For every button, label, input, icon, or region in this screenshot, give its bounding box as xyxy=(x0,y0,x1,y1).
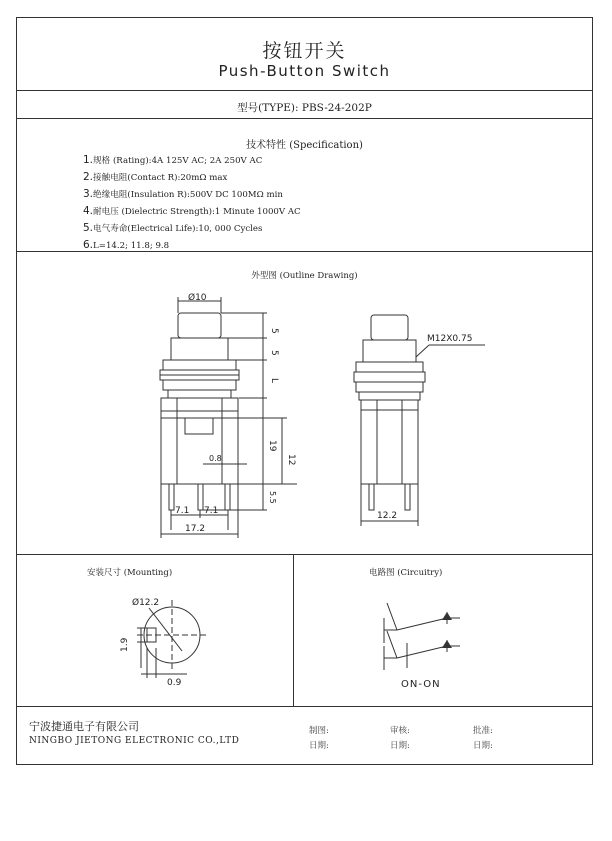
dim-0-8: 0.8 xyxy=(209,454,222,463)
dim-7-1a: 7.1 xyxy=(175,506,190,516)
spec-text: 绝缘电阻(Insulation R):500V DC 100MΩ min xyxy=(93,190,283,200)
drawing-sheet xyxy=(16,17,593,765)
spec-item xyxy=(83,186,301,203)
divider-line xyxy=(293,554,294,706)
dim-thread: M12X0.75 xyxy=(427,334,473,344)
outline-title: 外型图 (Outline Drawing) xyxy=(251,271,358,281)
spec-item xyxy=(83,152,301,169)
dim-diameter: Ø10 xyxy=(188,293,207,303)
title-chinese: 按钮开关 xyxy=(262,40,347,62)
checked-label: 审核: xyxy=(390,726,410,736)
spec-text: 电气寿命(Electrical Life):10, 000 Cycles xyxy=(93,224,263,234)
drawn-label: 制图: xyxy=(309,726,329,736)
dim-7-1b: 7.1 xyxy=(204,506,219,516)
title-english: Push-Button Switch xyxy=(218,62,391,80)
mount-dim-1-9: 1.9 xyxy=(120,637,130,652)
divider-line xyxy=(17,118,592,119)
company-name-cn: 宁波捷通电子有限公司 xyxy=(29,720,139,733)
spec-text: 接触电阻(Contact R):20mΩ max xyxy=(93,173,228,183)
dim-12: 12 xyxy=(286,454,296,466)
company-name-en: NINGBO JIETONG ELECTRONIC CO.,LTD xyxy=(29,736,240,746)
divider-line xyxy=(17,554,592,555)
spec-num: 2. xyxy=(83,171,94,183)
spec-num: 6. xyxy=(83,239,94,251)
spec-text: 规格 (Rating):4A 125V AC; 2A 250V AC xyxy=(93,156,263,166)
dim-5a: 5 xyxy=(269,328,279,334)
spec-title: 技术特性 (Specification) xyxy=(246,140,363,151)
type-line: 型号(TYPE): PBS-24-202P xyxy=(237,102,372,114)
spec-num: 4. xyxy=(83,205,94,217)
date-label: 日期: xyxy=(390,741,410,751)
spec-num: 3. xyxy=(83,188,94,200)
divider-line xyxy=(17,706,592,707)
mount-dim-0-9: 0.9 xyxy=(167,678,182,688)
dim-17-2: 17.2 xyxy=(185,524,206,534)
spec-num: 1. xyxy=(83,154,94,166)
approved-label: 批准: xyxy=(473,726,493,736)
divider-line xyxy=(17,90,592,91)
date-label: 日期: xyxy=(473,741,493,751)
outline-drawing xyxy=(17,18,594,766)
spec-item xyxy=(83,169,301,186)
spec-text: 耐电压 (Dielectric Strength):1 Minute 1000V AC xyxy=(93,207,301,217)
circuit-label: ON-ON xyxy=(401,679,441,690)
date-label: 日期: xyxy=(309,741,329,751)
spec-item xyxy=(83,203,301,220)
dim-5-5: 5.5 xyxy=(268,491,277,504)
mounting-title: 安装尺寸 (Mounting) xyxy=(87,568,173,578)
spec-item xyxy=(83,237,301,254)
spec-item xyxy=(83,220,301,237)
dim-L: L xyxy=(269,378,279,384)
mount-dim-diameter: Ø12.2 xyxy=(132,598,160,608)
dim-12-2: 12.2 xyxy=(377,511,398,521)
circuitry-title: 电路图 (Circuitry) xyxy=(369,568,443,578)
spec-text: L=14.2; 11.8; 9.8 xyxy=(93,241,170,251)
spec-list xyxy=(83,152,301,254)
spec-num: 5. xyxy=(83,222,94,234)
dim-5b: 5 xyxy=(269,350,279,356)
dim-19: 19 xyxy=(267,440,277,452)
